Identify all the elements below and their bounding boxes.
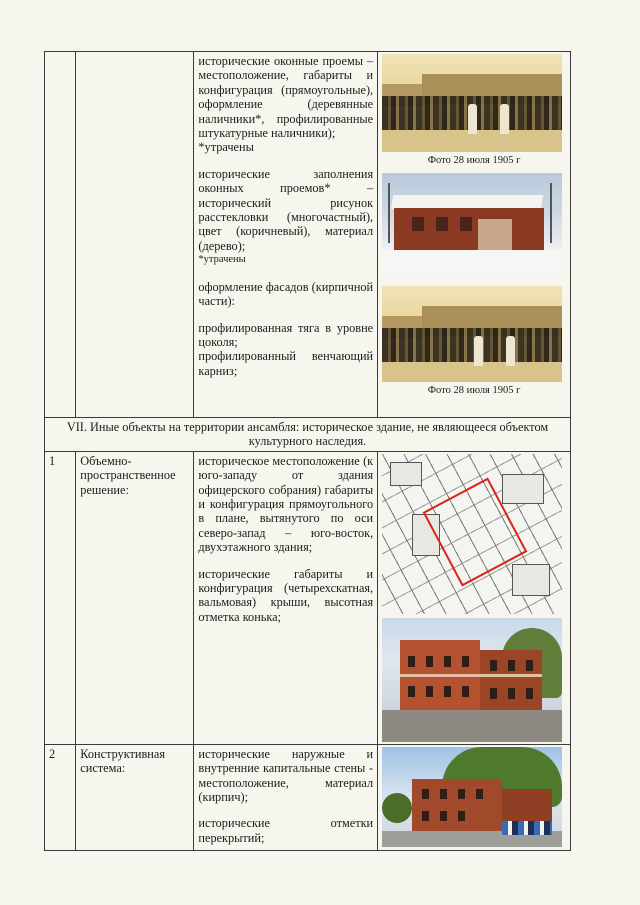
table-row bbox=[45, 451, 571, 744]
row-number-cell bbox=[45, 52, 76, 418]
table-row bbox=[45, 744, 571, 850]
feature-text: историческое местоположение (к юго-западу от здания офицерского собрания) габариты и конфигурация прямоугольного в плане, вытянутого по оси северо-запад – юго-восток, двухэтажного здания; bbox=[198, 453, 374, 555]
feature-text: исторические оконные проемы – местоположение, габариты и конфигурация (прямоугольные), оформление (деревянные наличники*, профилированные штукатурные наличники); bbox=[198, 54, 374, 141]
building-photo bbox=[382, 747, 562, 847]
site-plan-map bbox=[382, 454, 562, 614]
building-photo bbox=[382, 618, 562, 742]
row-number: 2 bbox=[45, 744, 76, 850]
row-name-cell bbox=[76, 52, 194, 418]
features-table bbox=[44, 51, 571, 851]
section-header: VII. Иные объекты на территории ансамбля: историческое здание, не являющееся объектом культурного наследия. bbox=[45, 418, 571, 452]
feature-note: *утрачены bbox=[198, 254, 246, 266]
row-photo-cell bbox=[378, 451, 571, 744]
feature-text: исторические отметки перекрытий; bbox=[198, 816, 374, 845]
feature-text: профилированная тяга в уровне цоколя; bbox=[198, 320, 374, 349]
row-photo-cell bbox=[378, 52, 571, 418]
feature-note: *утрачены bbox=[198, 140, 254, 155]
row-number: 1 bbox=[45, 451, 76, 744]
feature-text: исторические наружные и внутренние капитальные стены - местоположение, материал (кирпич); bbox=[198, 746, 374, 805]
row-photo-cell bbox=[378, 744, 571, 850]
row-text-cell bbox=[194, 52, 378, 418]
feature-text: исторические заполнения оконных проемов* – исторический рисунок расстекловки (многочастный), цвет (коричневый), материал (дерево); bbox=[198, 166, 374, 253]
photo-caption: Фото 28 июля 1905 г bbox=[427, 155, 521, 166]
row-text-cell bbox=[194, 744, 378, 850]
historic-parade-photo bbox=[382, 54, 562, 152]
row-name: Объемно-пространственное решение: bbox=[76, 451, 194, 744]
historic-parade-photo bbox=[382, 286, 562, 382]
feature-text: исторические габариты и конфигурация (четырехскатная, вальмовая) крыши, высотная отметка конька; bbox=[198, 566, 374, 624]
row-name: Конструктивная система: bbox=[76, 744, 194, 850]
feature-text: профилированный венчающий карниз; bbox=[198, 349, 374, 378]
feature-text: оформление фасадов (кирпичной части): bbox=[198, 279, 374, 309]
section-header-row bbox=[45, 418, 571, 452]
table-row bbox=[45, 52, 571, 418]
photo-caption: Фото 28 июля 1905 г bbox=[427, 385, 521, 396]
row-text-cell bbox=[194, 451, 378, 744]
snow-building-photo bbox=[382, 173, 562, 276]
